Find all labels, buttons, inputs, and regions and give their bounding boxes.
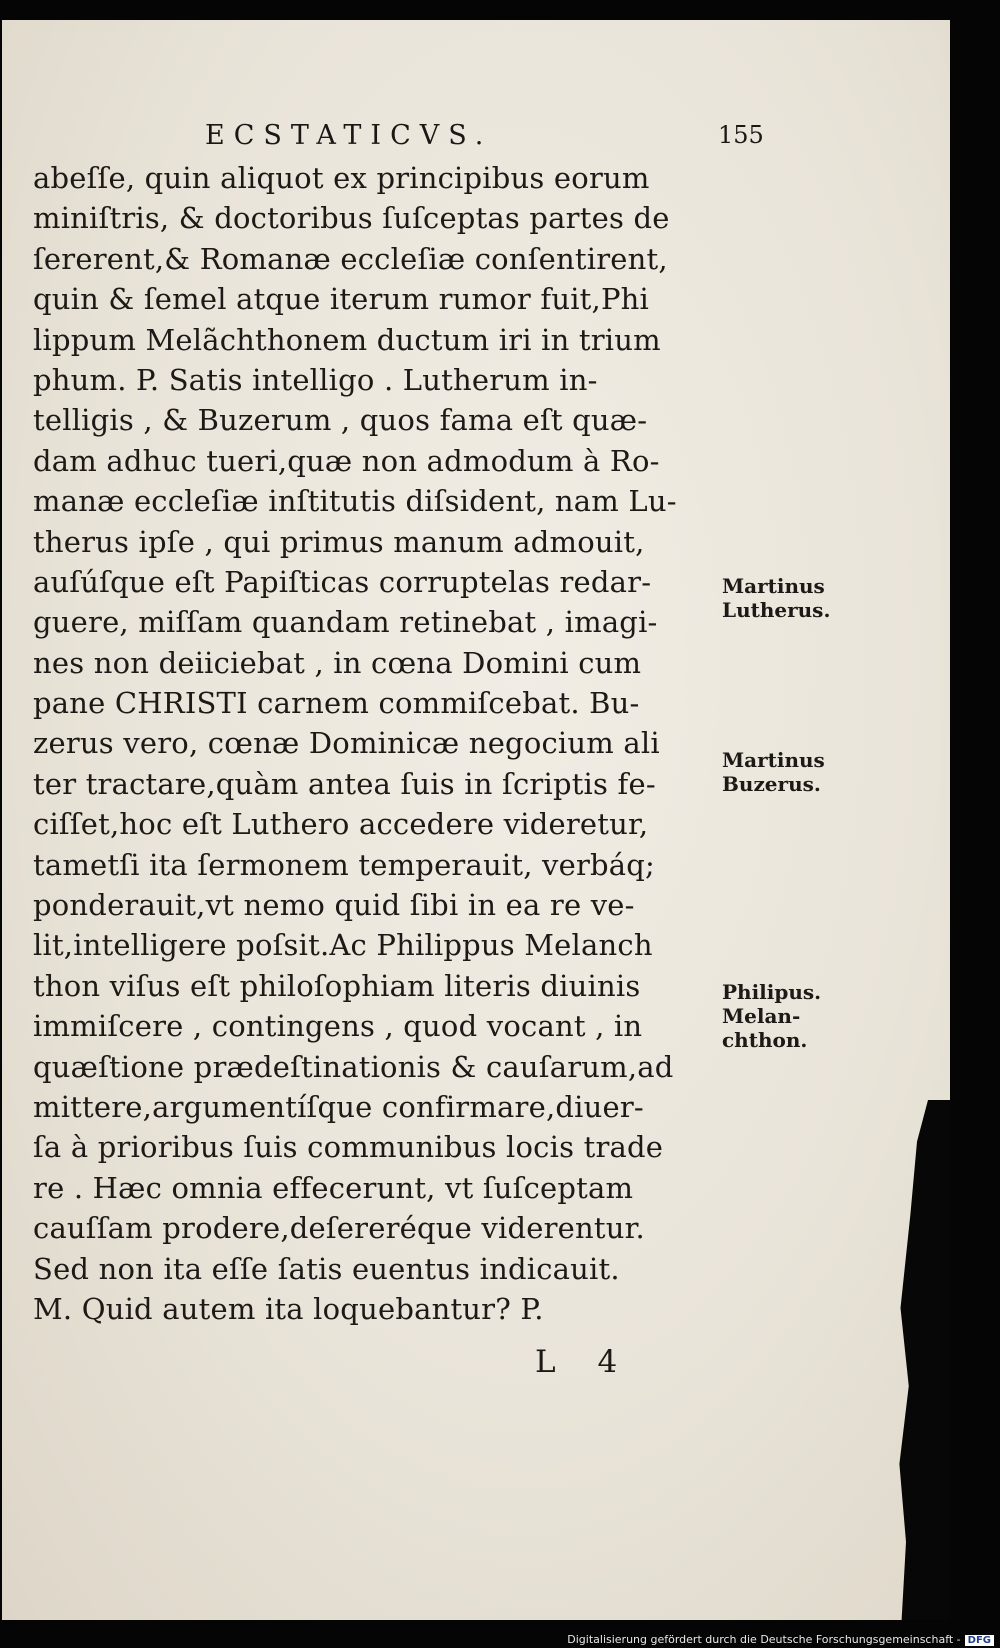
marginal-note-buzer [722,748,825,796]
text-line: pane CHRISTI carnem commiſcebat. Bu- [33,686,640,721]
text-line: quin & ſemel atque iterum rumor fuit,Phi [33,282,650,317]
marginal-note-line: Martinus [722,574,825,598]
text-line: telligis , & Buzerum , quos fama eſt quæ- [33,403,648,438]
text-line: lit,intelligere poſsit.Ac Philippus Melanch [33,928,653,963]
text-line: manæ eccleſiæ inſtitutis diſsident, nam Lu- [33,484,677,519]
text-line: re . Hæc omnia effecerunt, vt ſuſceptam [33,1170,634,1205]
text-line: ſa à prioribus ſuis communibus locis trade [33,1130,664,1165]
marginal-note-melanchthon [722,980,821,1052]
text-line: ciſſet,hoc eſt Luthero accedere videretur, [33,807,649,842]
text-line: miniſtris, & doctoribus ſuſceptas partes de [33,201,670,236]
credit-text: Digitalisierung gefördert durch die Deutsche Forschungsgemeinschaft - [567,1633,961,1646]
marginal-note-luther [722,574,830,622]
marginal-note-line: Philipus. [722,980,822,1004]
text-line: auſúſque eſt Papiſticas corruptelas redar- [33,564,652,599]
body-text [33,158,723,1329]
text-line: phum. P. Satis intelligo . Lutherum in- [33,362,598,397]
text-line: cauſſam prodere,deſereréque viderentur. [33,1211,645,1246]
text-line: ter tractare,quàm antea ſuis in ſcriptis fe- [33,766,656,801]
marginal-note-line: chthon. [722,1028,808,1052]
text-line: ponderauit,vt nemo quid ſibi in ea re ve- [33,888,635,923]
dfg-logo: DFG [965,1635,994,1646]
marginal-note-line: Martinus [722,748,825,772]
text-line: abeſſe, quin aliquot ex principibus eorum [33,161,650,195]
marginal-note-line: Buzerus. [722,772,821,796]
torn-page-edge [895,1100,950,1620]
text-line: M. Quid autem ita loquebantur? P. [33,1291,544,1326]
text-line: ſererent,& Romanæ eccleſiæ conſentirent, [33,241,668,276]
text-line: dam adhuc tueri,quæ non admodum à Ro- [33,443,660,478]
signature-mark: L 4 [535,1344,634,1380]
digitization-credit [567,1633,994,1646]
text-line: quæſtione prædeſtinationis & cauſarum,ad [33,1049,674,1084]
text-line: lippum Melãchthonem ductum iri in trium [33,322,661,357]
running-title: ECSTATICVS. [205,120,493,151]
marginal-note-line: Melan- [722,1004,801,1028]
text-line: immiſcere , contingens , quod vocant , in [33,1009,643,1044]
text-line: tametſi ita ſermonem temperauit, verbáq; [33,847,656,882]
text-line: therus ipſe , qui primus manum admouit, [33,524,645,559]
text-line: mittere,argumentíſque confirmare,diuer- [33,1089,644,1124]
text-line: guere, miſſam quandam retinebat , imagi- [33,605,658,640]
page-number: 155 [718,121,764,149]
text-line: Sed non ita eſſe ſatis euentus indicauit. [33,1251,620,1286]
text-line: thon viſus eſt philoſophiam literis diuinis [33,968,641,1003]
text-line: zerus vero, cœnæ Dominicæ negocium ali [33,726,660,761]
text-line: nes non deiiciebat , in cœna Domini cum [33,645,642,680]
marginal-note-line: Lutherus. [722,598,831,622]
